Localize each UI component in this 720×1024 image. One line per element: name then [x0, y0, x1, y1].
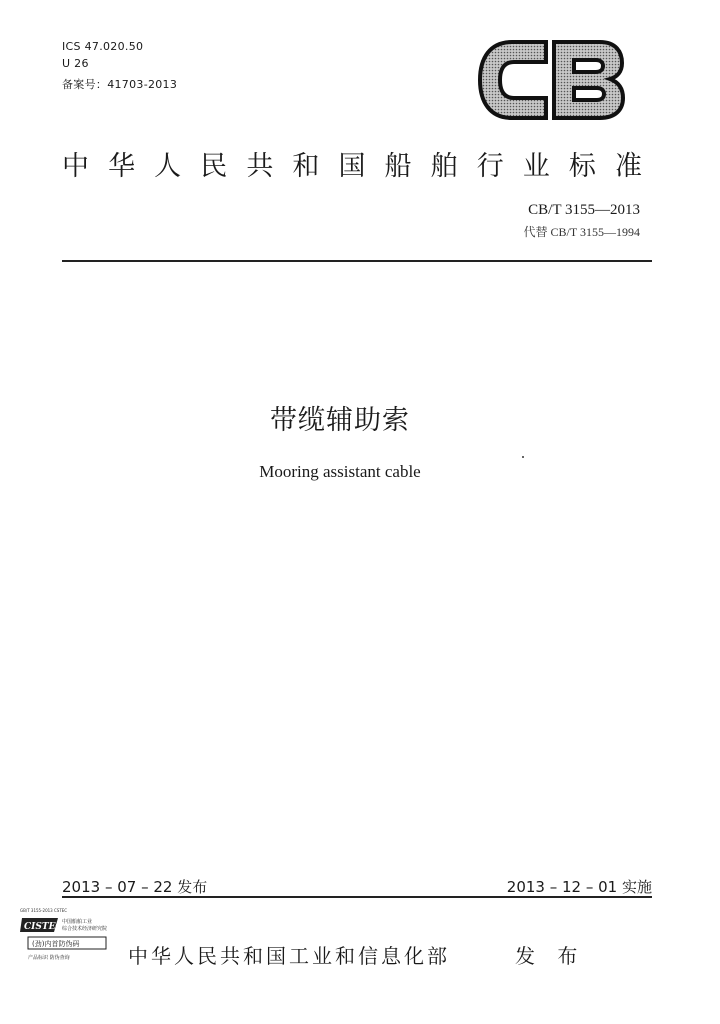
- title-chinese: 带缆辅助索: [270, 405, 410, 436]
- seal-line2: 综合技术经济研究院: [62, 926, 108, 932]
- seal-line3: (劲)内首防伪码: [32, 940, 80, 948]
- publish-label: 发 布: [515, 944, 586, 968]
- issuer-char: 标: [568, 151, 596, 182]
- replaced-standard: 代替 CB/T 3155—1994: [523, 225, 640, 239]
- issuer-char: 舶: [430, 151, 458, 182]
- issuer-char: 人: [154, 151, 182, 182]
- seal-line4: 产品标识 防伪查询: [28, 955, 70, 961]
- seal-line1: 中国船舶工业: [62, 919, 93, 925]
- top-rule: [62, 260, 652, 262]
- issuer-char: 共: [246, 151, 274, 182]
- ccs-code: U 26: [62, 57, 89, 70]
- issuer-title: [62, 144, 642, 183]
- issuer-char: 船: [384, 151, 412, 182]
- standard-number: CB/T 3155—2013: [528, 202, 640, 218]
- ics-code: ICS 47.020.50: [62, 40, 144, 53]
- cb-logo: [476, 36, 626, 124]
- bottom-rule: [62, 896, 652, 898]
- record-number: 备案号：41703-2013: [62, 78, 178, 91]
- issue-date: 2013 – 07 – 22 发布: [62, 878, 208, 896]
- seal-brand: CISTEC: [24, 922, 63, 932]
- issuer-char: 中: [62, 151, 89, 182]
- issuer-char: 华: [108, 151, 136, 182]
- publisher-name: 中华人民共和国工业和信息化部: [128, 944, 450, 968]
- issuer-char: 行: [476, 151, 504, 182]
- issuer-char: 业: [522, 151, 550, 182]
- seal-top-line: GB/T 3155-2013 CSTEC: [20, 908, 68, 913]
- issuer-char: 和: [292, 151, 320, 182]
- implementation-date: 2013 – 12 – 01 实施: [506, 878, 652, 896]
- anti-counterfeit-seal: [18, 906, 114, 968]
- issuer-char: 国: [338, 151, 366, 182]
- issuer-char: 准: [614, 151, 642, 182]
- issuer-char: 民: [200, 151, 228, 182]
- speck: [522, 456, 524, 458]
- title-english: Mooring assistant cable: [259, 462, 421, 481]
